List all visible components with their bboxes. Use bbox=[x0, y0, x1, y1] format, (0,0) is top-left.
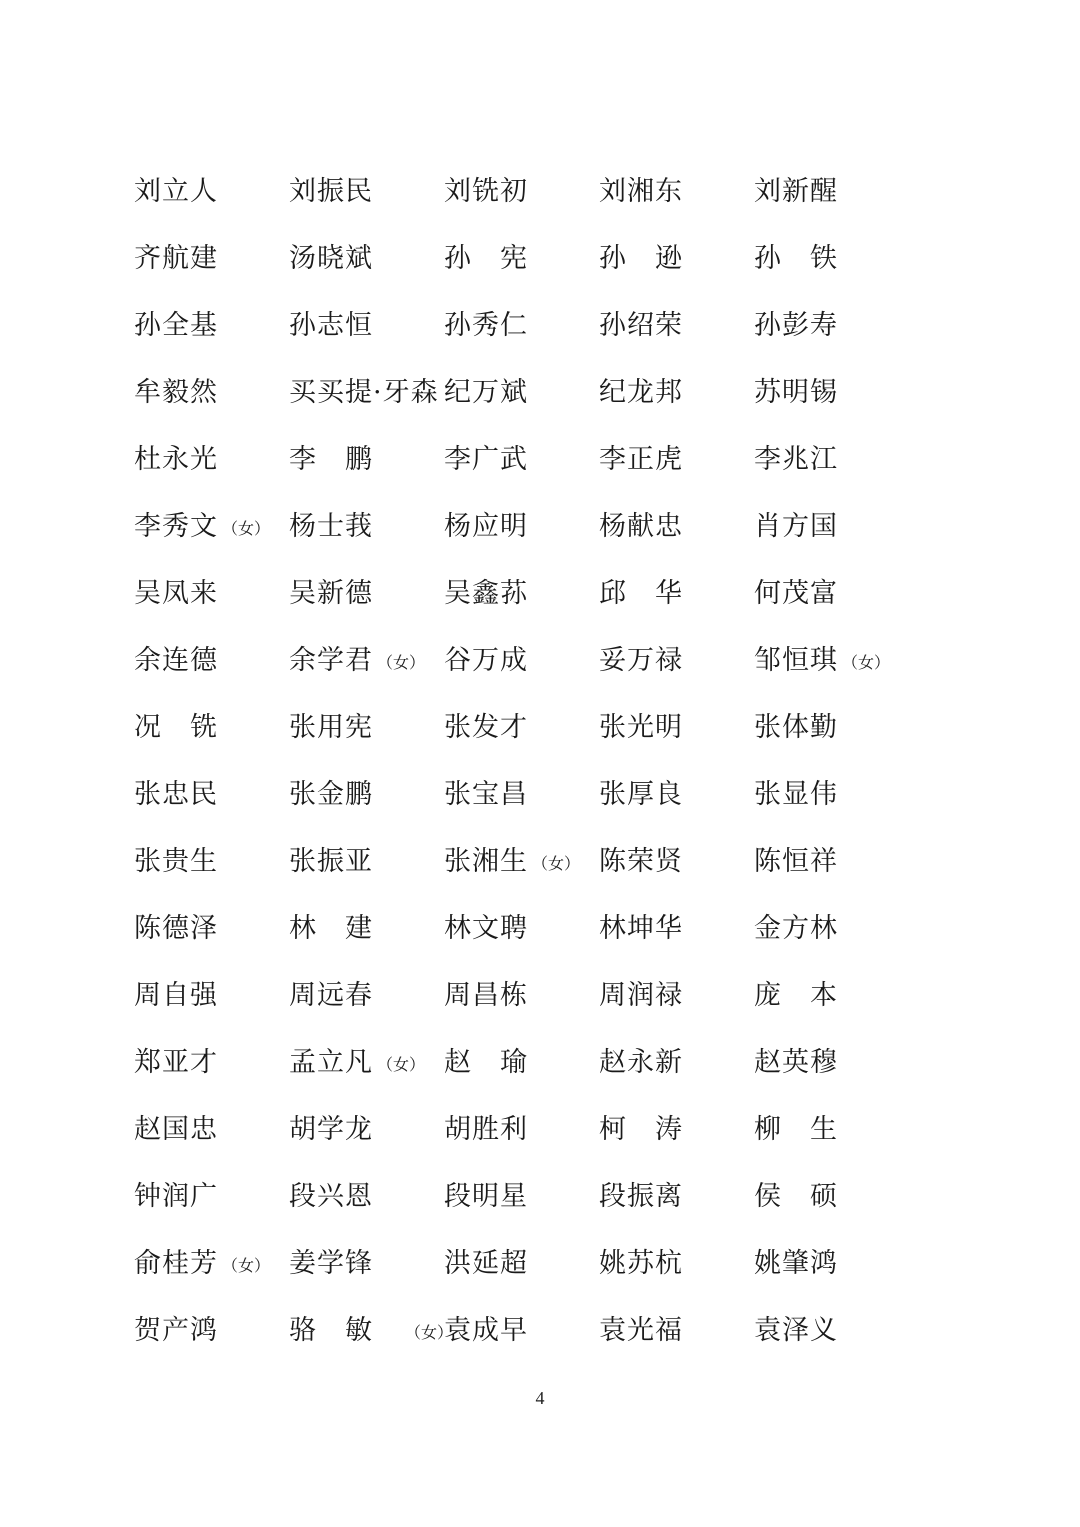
person-name: 张湘生 bbox=[444, 846, 528, 877]
name-entry bbox=[599, 714, 754, 741]
name-entry bbox=[134, 513, 289, 540]
name-entry bbox=[134, 982, 289, 1009]
name-entry bbox=[444, 915, 599, 942]
name-row bbox=[134, 560, 934, 627]
person-name: 孙彭寿 bbox=[754, 310, 838, 341]
person-name: 况铣 bbox=[134, 712, 246, 743]
name-entry bbox=[289, 446, 444, 473]
name-row bbox=[134, 292, 934, 359]
name-entry bbox=[289, 1116, 444, 1143]
name-list bbox=[134, 158, 934, 1364]
name-entry bbox=[134, 580, 289, 607]
person-name: 柳生 bbox=[754, 1114, 866, 1145]
name-row bbox=[134, 158, 934, 225]
name-row bbox=[134, 1297, 934, 1364]
person-name: 郑亚才 bbox=[134, 1047, 218, 1078]
person-name: 袁泽义 bbox=[754, 1315, 838, 1346]
person-name: 李正虎 bbox=[599, 444, 683, 475]
name-entry bbox=[289, 848, 444, 875]
person-name: 孙宪 bbox=[444, 243, 556, 274]
name-entry bbox=[754, 982, 909, 1009]
person-name: 牟毅然 bbox=[134, 377, 218, 408]
person-name: 张显伟 bbox=[754, 779, 838, 810]
name-entry bbox=[599, 915, 754, 942]
name-entry bbox=[289, 1049, 444, 1076]
name-entry bbox=[599, 781, 754, 808]
name-entry bbox=[599, 1250, 754, 1277]
name-entry bbox=[754, 513, 909, 540]
name-row bbox=[134, 962, 934, 1029]
name-entry bbox=[134, 379, 289, 406]
person-name: 胡学龙 bbox=[289, 1114, 373, 1145]
name-entry bbox=[599, 580, 754, 607]
person-name: 吴新德 bbox=[289, 578, 373, 609]
person-name: 刘振民 bbox=[289, 176, 373, 207]
female-marker: （女） bbox=[377, 1055, 426, 1074]
person-name: 买买提·牙森 bbox=[289, 377, 439, 408]
name-entry bbox=[599, 1049, 754, 1076]
name-entry bbox=[599, 647, 754, 674]
person-name: 张用宪 bbox=[289, 712, 373, 743]
person-name: 刘湘东 bbox=[599, 176, 683, 207]
person-name: 林坤华 bbox=[599, 913, 683, 944]
page-number: 4 bbox=[535, 1388, 545, 1408]
name-entry bbox=[599, 982, 754, 1009]
person-name: 刘新醒 bbox=[754, 176, 838, 207]
name-entry bbox=[134, 178, 289, 205]
name-row bbox=[134, 1096, 934, 1163]
name-entry bbox=[754, 1250, 909, 1277]
name-entry bbox=[134, 312, 289, 339]
person-name: 张宝昌 bbox=[444, 779, 528, 810]
name-row bbox=[134, 694, 934, 761]
name-entry bbox=[754, 580, 909, 607]
person-name: 庞本 bbox=[754, 980, 866, 1011]
name-entry bbox=[599, 1116, 754, 1143]
person-name: 孙绍荣 bbox=[599, 310, 683, 341]
name-entry bbox=[444, 848, 599, 875]
person-name: 段振离 bbox=[599, 1181, 683, 1212]
name-entry bbox=[599, 379, 754, 406]
person-name: 孙逊 bbox=[599, 243, 711, 274]
name-entry bbox=[289, 1315, 454, 1346]
person-name: 周润禄 bbox=[599, 980, 683, 1011]
name-entry bbox=[599, 1317, 754, 1344]
name-entry bbox=[754, 1049, 909, 1076]
name-entry bbox=[444, 1116, 599, 1143]
name-entry bbox=[444, 245, 599, 272]
person-name: 骆敏 bbox=[289, 1315, 401, 1346]
person-name: 陈德泽 bbox=[134, 913, 218, 944]
person-name: 杨应明 bbox=[444, 511, 528, 542]
name-row bbox=[134, 895, 934, 962]
person-name: 姚苏杭 bbox=[599, 1248, 683, 1279]
person-name: 袁成早 bbox=[444, 1315, 528, 1346]
person-name: 赵英穆 bbox=[754, 1047, 838, 1078]
name-entry bbox=[599, 446, 754, 473]
person-name: 孙志恒 bbox=[289, 310, 373, 341]
name-row bbox=[134, 225, 934, 292]
name-entry bbox=[289, 714, 444, 741]
person-name: 妥万禄 bbox=[599, 645, 683, 676]
name-row bbox=[134, 426, 934, 493]
person-name: 何茂富 bbox=[754, 578, 838, 609]
person-name: 林建 bbox=[289, 913, 401, 944]
name-entry bbox=[289, 580, 444, 607]
person-name: 张发才 bbox=[444, 712, 528, 743]
name-entry bbox=[754, 178, 909, 205]
female-marker: （女） bbox=[377, 653, 426, 672]
name-row bbox=[134, 1163, 934, 1230]
person-name: 孙铁 bbox=[754, 243, 866, 274]
person-name: 齐航建 bbox=[134, 243, 218, 274]
name-entry bbox=[289, 513, 444, 540]
person-name: 张金鹏 bbox=[289, 779, 373, 810]
name-entry bbox=[599, 513, 754, 540]
name-row bbox=[134, 1029, 934, 1096]
name-entry bbox=[599, 848, 754, 875]
name-entry bbox=[134, 915, 289, 942]
person-name: 张振亚 bbox=[289, 846, 373, 877]
name-entry bbox=[444, 1049, 599, 1076]
person-name: 姚肇鸿 bbox=[754, 1248, 838, 1279]
name-entry bbox=[599, 1183, 754, 1210]
person-name: 张厚良 bbox=[599, 779, 683, 810]
name-entry bbox=[289, 379, 444, 406]
name-entry bbox=[289, 647, 444, 674]
person-name: 陈荣贤 bbox=[599, 846, 683, 877]
person-name: 胡胜利 bbox=[444, 1114, 528, 1145]
name-entry bbox=[134, 781, 289, 808]
female-marker: （女） bbox=[222, 519, 271, 538]
name-entry bbox=[134, 714, 289, 741]
female-marker: （女） bbox=[405, 1323, 454, 1342]
person-name: 吴鑫荪 bbox=[444, 578, 528, 609]
person-name: 余连德 bbox=[134, 645, 218, 676]
person-name: 苏明锡 bbox=[754, 377, 838, 408]
name-entry bbox=[444, 781, 599, 808]
name-entry bbox=[289, 1183, 444, 1210]
name-entry bbox=[444, 714, 599, 741]
name-entry bbox=[444, 647, 599, 674]
person-name: 柯涛 bbox=[599, 1114, 711, 1145]
name-entry bbox=[444, 379, 599, 406]
person-name: 汤晓斌 bbox=[289, 243, 373, 274]
person-name: 杨献忠 bbox=[599, 511, 683, 542]
person-name: 俞桂芳 bbox=[134, 1248, 218, 1279]
name-entry bbox=[289, 915, 444, 942]
name-entry bbox=[134, 1049, 289, 1076]
person-name: 李兆江 bbox=[754, 444, 838, 475]
person-name: 张体勤 bbox=[754, 712, 838, 743]
person-name: 余学君 bbox=[289, 645, 373, 676]
person-name: 林文聘 bbox=[444, 913, 528, 944]
name-row bbox=[134, 761, 934, 828]
name-row bbox=[134, 359, 934, 426]
name-row bbox=[134, 493, 934, 560]
person-name: 张光明 bbox=[599, 712, 683, 743]
name-entry bbox=[289, 312, 444, 339]
person-name: 段明星 bbox=[444, 1181, 528, 1212]
person-name: 金方林 bbox=[754, 913, 838, 944]
person-name: 杜永光 bbox=[134, 444, 218, 475]
person-name: 孙秀仁 bbox=[444, 310, 528, 341]
person-name: 李秀文 bbox=[134, 511, 218, 542]
name-entry bbox=[754, 245, 909, 272]
person-name: 袁光福 bbox=[599, 1315, 683, 1346]
name-entry bbox=[444, 1317, 599, 1344]
name-entry bbox=[134, 446, 289, 473]
name-entry bbox=[754, 312, 909, 339]
person-name: 吴凤来 bbox=[134, 578, 218, 609]
person-name: 赵永新 bbox=[599, 1047, 683, 1078]
name-entry bbox=[134, 1250, 289, 1277]
name-entry bbox=[134, 1183, 289, 1210]
person-name: 纪万斌 bbox=[444, 377, 528, 408]
person-name: 张忠民 bbox=[134, 779, 218, 810]
person-name: 周自强 bbox=[134, 980, 218, 1011]
person-name: 邱华 bbox=[599, 578, 711, 609]
person-name: 洪延超 bbox=[444, 1248, 528, 1279]
person-name: 钟润广 bbox=[134, 1181, 218, 1212]
name-entry bbox=[754, 1317, 909, 1344]
person-name: 李鹏 bbox=[289, 444, 401, 475]
name-entry bbox=[444, 178, 599, 205]
name-entry bbox=[289, 245, 444, 272]
name-entry bbox=[444, 446, 599, 473]
name-entry bbox=[444, 312, 599, 339]
person-name: 谷万成 bbox=[444, 645, 528, 676]
name-entry bbox=[754, 781, 909, 808]
person-name: 杨士莪 bbox=[289, 511, 373, 542]
name-entry bbox=[444, 513, 599, 540]
person-name: 段兴恩 bbox=[289, 1181, 373, 1212]
name-entry bbox=[754, 714, 909, 741]
person-name: 侯硕 bbox=[754, 1181, 866, 1212]
person-name: 周远春 bbox=[289, 980, 373, 1011]
name-entry bbox=[134, 647, 289, 674]
person-name: 赵国忠 bbox=[134, 1114, 218, 1145]
name-entry bbox=[754, 379, 909, 406]
name-entry bbox=[289, 982, 444, 1009]
person-name: 赵瑜 bbox=[444, 1047, 556, 1078]
name-entry bbox=[134, 848, 289, 875]
name-entry bbox=[754, 915, 909, 942]
female-marker: （女） bbox=[842, 653, 891, 672]
person-name: 刘铣初 bbox=[444, 176, 528, 207]
name-entry bbox=[599, 178, 754, 205]
person-name: 贺产鸿 bbox=[134, 1315, 218, 1346]
person-name: 纪龙邦 bbox=[599, 377, 683, 408]
person-name: 张贵生 bbox=[134, 846, 218, 877]
name-entry bbox=[754, 1183, 909, 1210]
person-name: 李广武 bbox=[444, 444, 528, 475]
person-name: 邹恒琪 bbox=[754, 645, 838, 676]
person-name: 陈恒祥 bbox=[754, 846, 838, 877]
name-entry bbox=[444, 982, 599, 1009]
name-row bbox=[134, 1230, 934, 1297]
name-row bbox=[134, 627, 934, 694]
person-name: 孟立凡 bbox=[289, 1047, 373, 1078]
name-row bbox=[134, 828, 934, 895]
name-entry bbox=[134, 1116, 289, 1143]
name-entry bbox=[599, 312, 754, 339]
name-entry bbox=[444, 1183, 599, 1210]
name-entry bbox=[599, 245, 754, 272]
name-entry bbox=[134, 1317, 289, 1344]
female-marker: （女） bbox=[222, 1256, 271, 1275]
name-entry bbox=[444, 580, 599, 607]
name-entry bbox=[754, 1116, 909, 1143]
name-entry bbox=[754, 848, 909, 875]
female-marker: （女） bbox=[532, 854, 581, 873]
name-entry bbox=[754, 647, 909, 674]
person-name: 姜学锋 bbox=[289, 1248, 373, 1279]
person-name: 孙全基 bbox=[134, 310, 218, 341]
name-entry bbox=[289, 781, 444, 808]
name-entry bbox=[289, 1250, 444, 1277]
person-name: 刘立人 bbox=[134, 176, 218, 207]
name-entry bbox=[134, 245, 289, 272]
name-entry bbox=[289, 178, 444, 205]
person-name: 肖方国 bbox=[754, 511, 838, 542]
name-entry bbox=[444, 1250, 599, 1277]
name-entry bbox=[754, 446, 909, 473]
person-name: 周昌栋 bbox=[444, 980, 528, 1011]
